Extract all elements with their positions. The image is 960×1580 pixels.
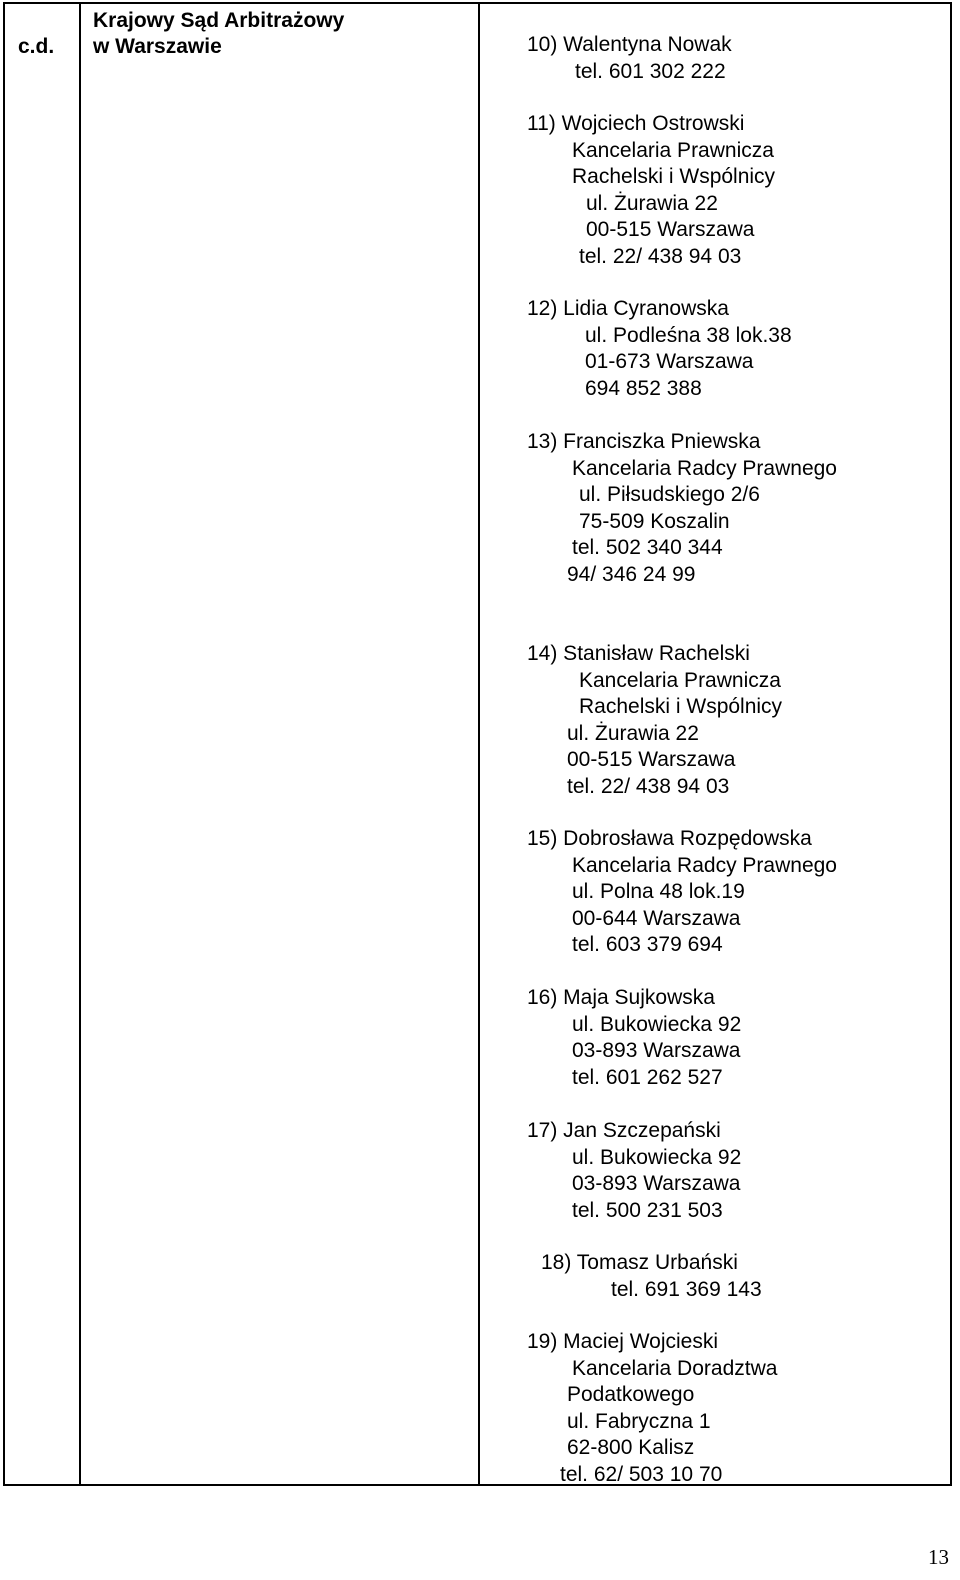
column-divider-2 (478, 4, 480, 1484)
court-name-cell (93, 8, 344, 60)
entry-line: tel. 691 369 143 (611, 1277, 762, 1301)
entry-line: Rachelski i Wspólnicy (572, 165, 776, 188)
entry-line: 694 852 388 (585, 376, 702, 400)
entry-name: 16) Maja Sujkowska (527, 986, 715, 1009)
entry-line: Kancelaria Prawnicza (579, 668, 781, 692)
entry-name: 11) Wojciech Ostrowski (527, 112, 745, 135)
entry-line: Kancelaria Doradztwa (572, 1356, 778, 1380)
entry-line: 00-515 Warszawa (567, 748, 736, 771)
entry-line: 00-644 Warszawa (572, 906, 741, 930)
entry-line: ul. Bukowiecka 92 (572, 1012, 742, 1036)
entry-line: Podatkowego (567, 1383, 695, 1406)
entry-line: tel. 603 379 694 (572, 933, 723, 956)
entry-line: 03-893 Warszawa (572, 1039, 741, 1062)
entry-name: 14) Stanisław Rachelski (527, 642, 750, 665)
entry-line: ul. Żurawia 22 (586, 191, 718, 215)
page-number: 13 (928, 1545, 949, 1569)
entry-line: Rachelski i Wspólnicy (579, 695, 783, 718)
entry-line: 62-800 Kalisz (567, 1436, 695, 1459)
entry-name: 19) Maciej Wojcieski (527, 1330, 718, 1353)
entry-name: 15) Dobrosława Rozpędowska (527, 827, 812, 850)
entry-line: tel. 601 302 222 (575, 59, 726, 83)
entry-line: tel. 22/ 438 94 03 (579, 244, 742, 268)
entry-name: 18) Tomasz Urbański (541, 1251, 738, 1274)
entry-name: 13) Franciszka Pniewska (527, 430, 761, 453)
entry-line: ul. Polna 48 lok.19 (572, 880, 745, 903)
document-table (3, 2, 952, 1486)
entry-line: ul. Podleśna 38 lok.38 (585, 323, 792, 347)
entry-line: ul. Fabryczna 1 (567, 1409, 711, 1433)
entry-line: Kancelaria Radcy Prawnego (572, 456, 837, 480)
entry-line: tel. 500 231 503 (572, 1198, 723, 1222)
ordinal-cell: c.d. (18, 35, 55, 58)
entry-line: Kancelaria Radcy Prawnego (572, 853, 837, 877)
entry-line: tel. 502 340 344 (572, 536, 723, 559)
entry-line: 01-673 Warszawa (585, 350, 754, 373)
entry-line: tel. 601 262 527 (572, 1065, 723, 1089)
entry-line: ul. Żurawia 22 (567, 721, 699, 745)
entry-name: 12) Lidia Cyranowska (527, 297, 729, 320)
court-name-line-2: w Warszawie (93, 35, 222, 58)
entry-line: 00-515 Warszawa (586, 218, 755, 241)
entry-line: tel. 22/ 438 94 03 (567, 774, 730, 798)
court-name-line-1: Krajowy Sąd Arbitrażowy (93, 9, 345, 32)
column-divider-1 (79, 4, 81, 1484)
entry-line: 94/ 346 24 99 (567, 562, 696, 586)
entry-line: 03-893 Warszawa (572, 1172, 741, 1195)
entry-name: 17) Jan Szczepański (527, 1119, 721, 1142)
entry-line: tel. 62/ 503 10 70 (560, 1462, 723, 1486)
entry-line: 75-509 Koszalin (579, 509, 730, 533)
entry-name: 10) Walentyna Nowak (527, 33, 732, 56)
entry-line: Kancelaria Prawnicza (572, 138, 774, 162)
entry-line: ul. Piłsudskiego 2/6 (579, 483, 760, 506)
entry-line: ul. Bukowiecka 92 (572, 1145, 742, 1169)
